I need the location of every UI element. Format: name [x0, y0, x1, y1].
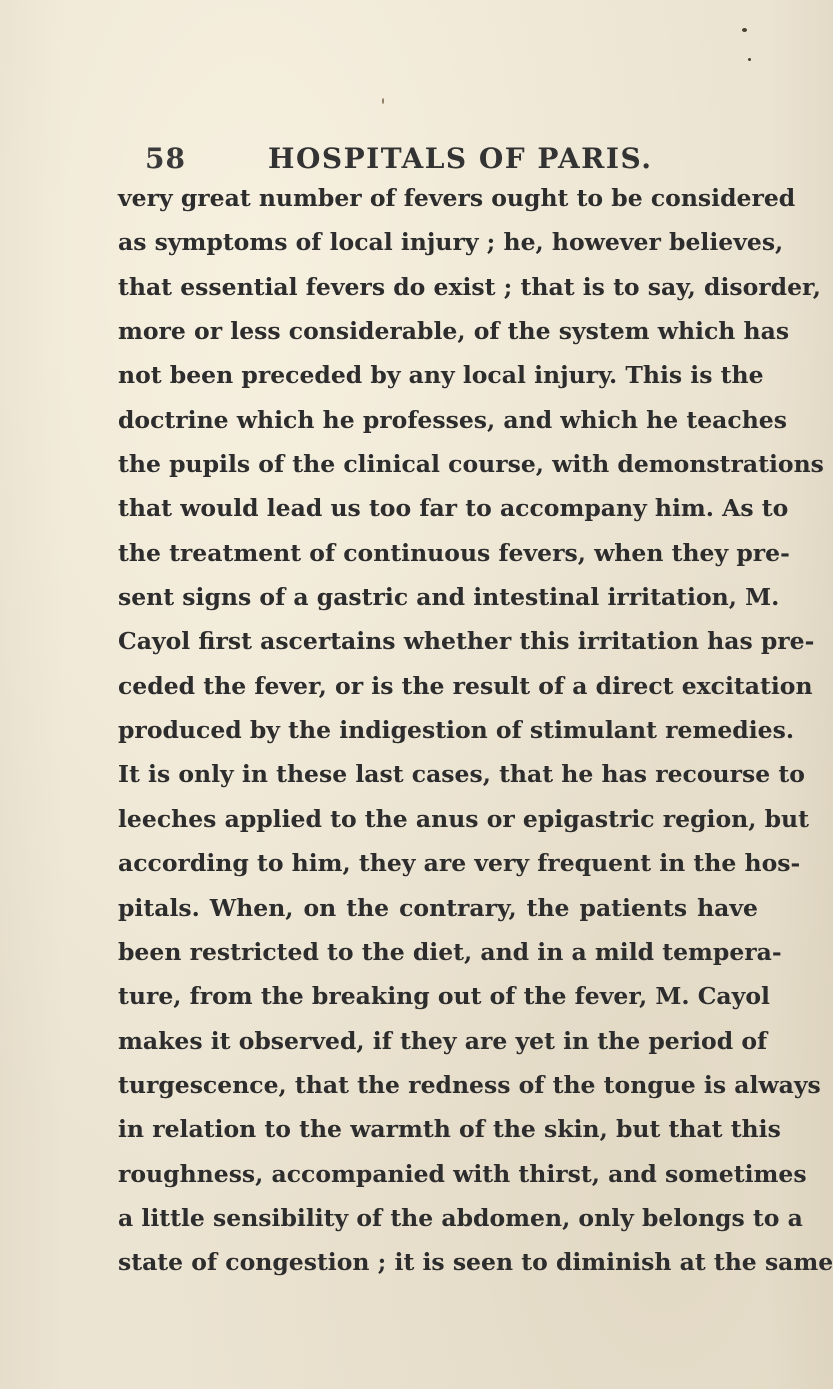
text-line: not been preceded by any local injury. This is the — [118, 361, 764, 390]
page-number: 58 — [145, 142, 186, 175]
text-line: the treatment of continuous fevers, when they pre- — [118, 538, 790, 567]
text-line: pitals. When, on the contrary, the patients have — [118, 893, 758, 922]
text-line: in relation to the warmth of the skin, but that this — [118, 1115, 781, 1144]
text-line: makes it observed, if they are yet in the period of — [118, 1026, 768, 1055]
text-line: turgescence, that the redness of the tongue is always — [118, 1070, 821, 1099]
text-line: Cayol first ascertains whether this irritation has pre- — [118, 627, 815, 656]
text-line: a little sensibility of the abdomen, only belongs to a — [118, 1203, 803, 1232]
text-line: produced by the indigestion of stimulant remedies. — [118, 716, 795, 745]
text-line: sent signs of a gastric and intestinal irritation, M. — [118, 583, 780, 612]
text-line: It is only in these last cases, that he has recourse to — [118, 760, 805, 789]
ink-speck — [748, 58, 751, 61]
text-line: doctrine which he professes, and which he teaches — [118, 405, 787, 434]
text-line: very great number of fevers ought to be considered — [118, 184, 796, 212]
ink-speck — [742, 28, 747, 32]
text-line: been restricted to the diet, and in a mild tempera- — [118, 937, 782, 966]
text-line: ture, from the breaking out of the fever, M. Cayol — [118, 982, 770, 1011]
running-head: HOSPITALS OF PARIS. — [268, 142, 653, 175]
text-line: that would lead us too far to accompany him. As to — [118, 494, 789, 523]
text-line: according to him, they are very frequent in the hos- — [118, 849, 801, 878]
text-line: roughness, accompanied with thirst, and sometimes — [118, 1159, 807, 1188]
text-line: more or less considerable, of the system which has — [118, 317, 790, 346]
text-line: leeches applied to the anus or epigastric region, but — [118, 804, 809, 833]
text-line: ceded the fever, or is the result of a direct excitation — [118, 671, 813, 700]
text-line: the pupils of the clinical course, with demonstrations — [118, 450, 824, 479]
text-line: as symptoms of local injury ; he, however believes, — [118, 228, 784, 257]
text-line: that essential fevers do exist ; that is to say, disorder, — [118, 272, 821, 301]
body-text — [118, 176, 833, 1285]
text-line: state of congestion ; it is seen to diminish at the same — [118, 1248, 833, 1277]
ink-speck — [382, 98, 384, 104]
